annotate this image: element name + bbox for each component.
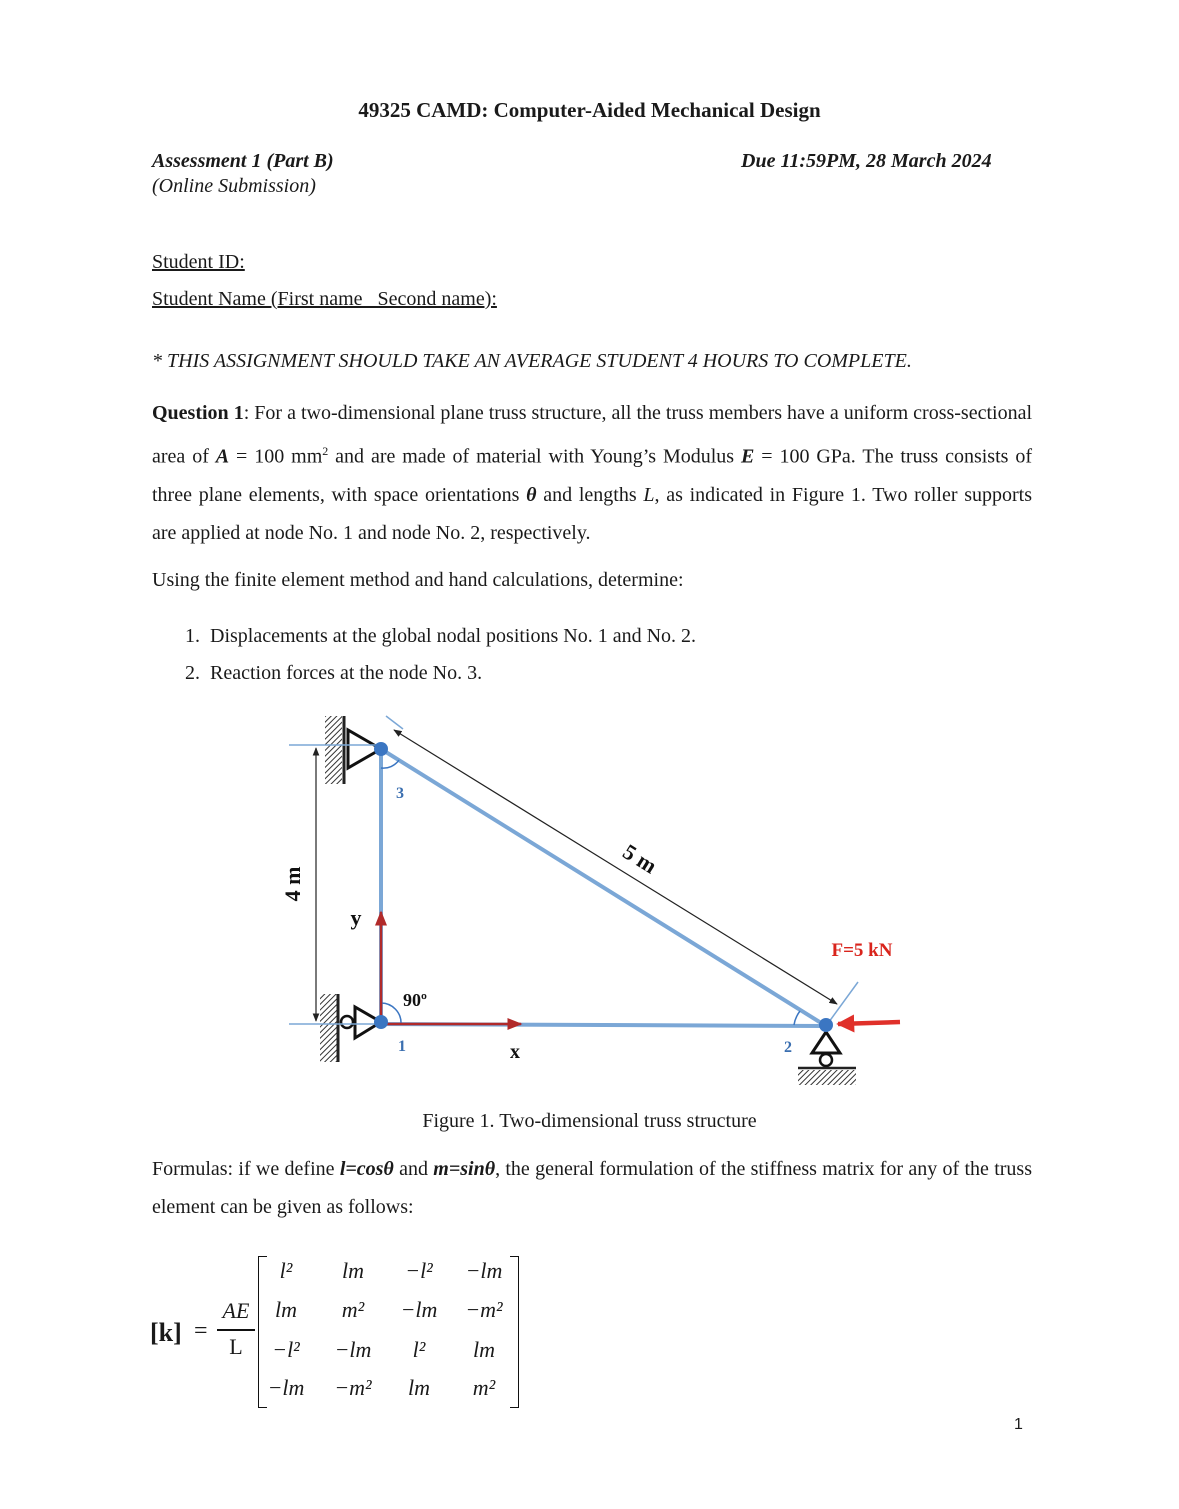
- student-name-label: Student Name (First name Second name):: [152, 288, 497, 310]
- node-2: [819, 1018, 833, 1032]
- figure-caption: Figure 1. Two-dimensional truss structure: [422, 1110, 757, 1132]
- matrix-cell: −lm: [334, 1337, 372, 1362]
- member-2-3: [381, 749, 826, 1026]
- fraction-bar: [217, 1329, 255, 1331]
- label-node-1: 1: [398, 1038, 406, 1055]
- instructions: Using the finite element method and hand calculations, determine:: [152, 569, 684, 591]
- matrix-cell: −l²: [405, 1258, 433, 1283]
- matrix-cell: −l²: [272, 1337, 300, 1362]
- angle-arc-node2: [794, 1011, 800, 1025]
- label-node-3: 3: [396, 785, 404, 802]
- roller-wheel-node1: [341, 1016, 353, 1028]
- matrix-cell: lm: [342, 1258, 364, 1283]
- matrix-bracket-right: [510, 1256, 519, 1408]
- task-2: 2. Reaction forces at the node No. 3.: [185, 662, 483, 684]
- course-title: 49325 CAMD: Computer-Aided Mechanical Design: [358, 98, 821, 122]
- task-1: 1. Displacements at the global nodal positions No. 1 and No. 2.: [185, 625, 697, 647]
- angle-arc-node3: [381, 760, 399, 768]
- due-date: Due 11:59PM, 28 March 2024: [741, 150, 992, 172]
- matrix-cell: l²: [412, 1337, 426, 1362]
- formula-intro: Formulas: if we define l=cosθ and m=sinθ, the general formulation of the stiffness matrix for any of the truss element can be given as follows:: [152, 1158, 1032, 1218]
- matrix-cell: −m²: [465, 1297, 503, 1322]
- matrix-equals: =: [194, 1318, 208, 1344]
- roller-support-node2: [812, 1032, 840, 1053]
- fraction-denominator: L: [229, 1334, 243, 1359]
- time-note: * THIS ASSIGNMENT SHOULD TAKE AN AVERAGE STUDENT 4 HOURS TO COMPLETE.: [152, 350, 912, 372]
- matrix-cell: lm: [275, 1297, 297, 1322]
- matrix-cell: m²: [341, 1297, 365, 1322]
- dim-ext-5m-top: [386, 716, 403, 729]
- matrix-cell: m²: [472, 1375, 496, 1400]
- submission-label: (Online Submission): [152, 175, 316, 197]
- label-axis-y: y: [350, 905, 362, 930]
- label-axis-x: x: [510, 1041, 520, 1063]
- wall-hatch-top: [325, 716, 342, 784]
- assessment-label: Assessment 1 (Part B): [152, 150, 334, 172]
- node-1: [374, 1015, 388, 1029]
- label-4m: 4 m: [280, 866, 305, 902]
- force-arrow: [838, 1022, 900, 1024]
- question-label: Question 1: [152, 402, 244, 424]
- matrix-cell: l²: [279, 1258, 293, 1283]
- label-5m: 5 m: [618, 838, 662, 879]
- dim-ext-5m-bottom: [826, 982, 858, 1026]
- node-3: [374, 742, 388, 756]
- matrix-cell: −lm: [267, 1375, 305, 1400]
- question-1-paragraph: Question 1: For a two-dimensional plane truss structure, all the truss members have a uniform cross-sectional area of A = 100 $mm^2$ and are made of material with Young’s Modulus E = 100 GPa. The truss consists of three plane elements, with space orientations θ and lengths L, as indicated in Figure 1. Two roller supports are applied at node No. 1 and node No. 2, respectively.: [152, 402, 1033, 544]
- wall-hatch-bottom: [320, 994, 337, 1062]
- matrix-cell: lm: [408, 1375, 430, 1400]
- label-node-2: 2: [784, 1039, 792, 1056]
- roller-wheel-node2: [820, 1054, 832, 1066]
- ground-hatch-node2: [798, 1070, 856, 1085]
- fraction-numerator: AE: [222, 1298, 250, 1323]
- label-force: F=5 kN: [831, 940, 893, 961]
- page-number: 1: [1014, 1416, 1023, 1433]
- matrix-cell: −m²: [334, 1375, 372, 1400]
- matrix-lhs: [k]: [150, 1318, 182, 1347]
- matrix-cell: −lm: [465, 1258, 503, 1283]
- matrix-cell: lm: [473, 1337, 495, 1362]
- label-angle-90: 90º: [403, 990, 427, 1010]
- student-id-label: Student ID:: [152, 251, 245, 273]
- dim-line-5m: [394, 730, 837, 1004]
- matrix-cell: −lm: [400, 1297, 438, 1322]
